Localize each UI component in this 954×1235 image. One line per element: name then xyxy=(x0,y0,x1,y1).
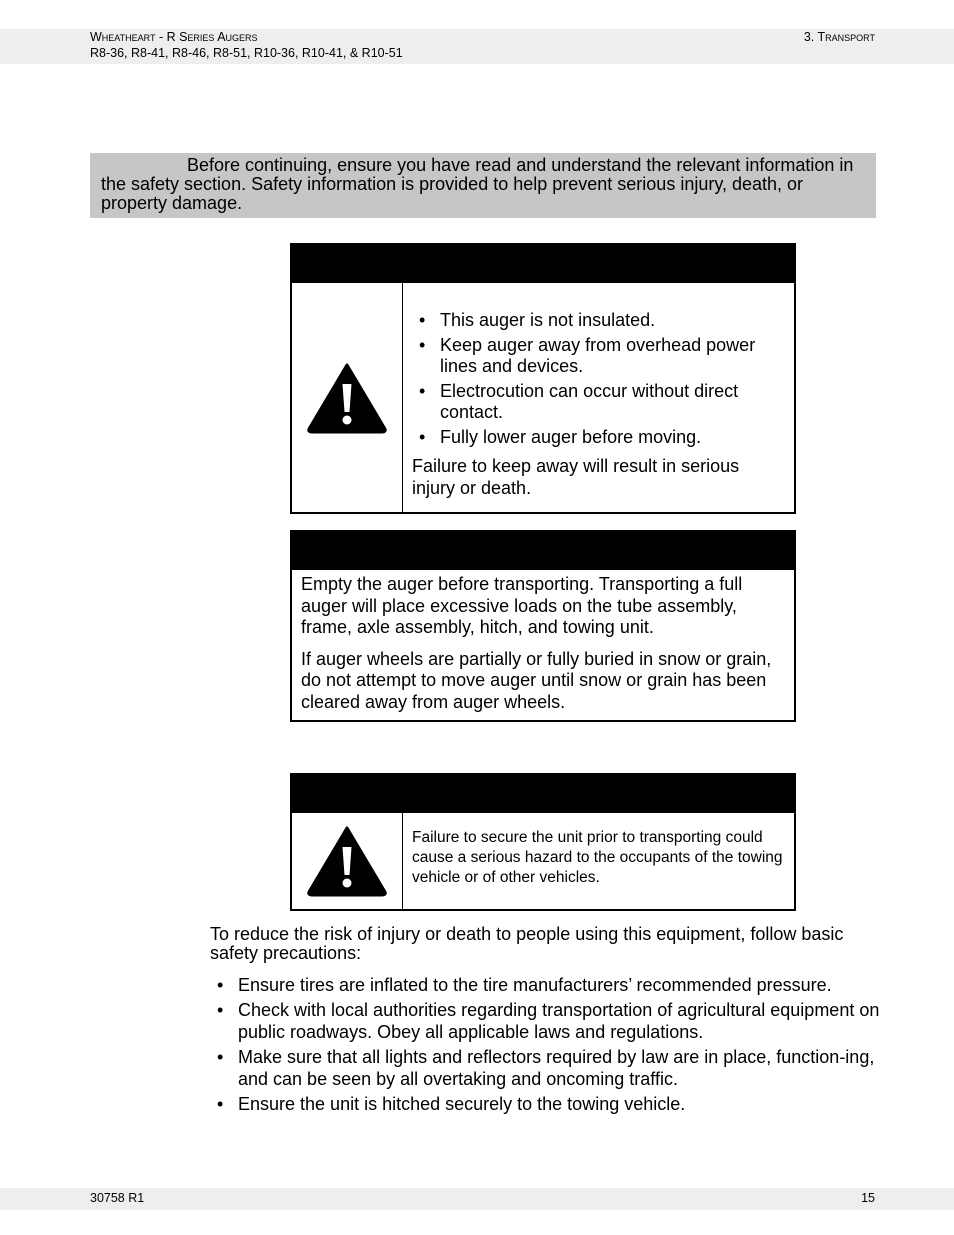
electrocution-danger-box xyxy=(290,243,796,514)
precautions-list xyxy=(210,974,880,1118)
precaution-item: • Check with local authorities regarding transportation of agricultural equipment on public roadways. Obey all applicable laws and regulations. xyxy=(210,999,880,1043)
page-header xyxy=(0,29,954,64)
danger-bullet: • Electrocution can occur without direct contact. xyxy=(412,381,786,424)
page-footer xyxy=(0,1188,954,1210)
danger-body xyxy=(292,283,794,512)
page-number: 15 xyxy=(861,1191,875,1205)
precaution-item: • Make sure that all lights and reflectors required by law are in place, function-ing, and can be seen by all overtaking and oncoming traffic. xyxy=(210,1046,880,1090)
precautions-intro: To reduce the risk of injury or death to people using this equipment, follow basic safety precautions: xyxy=(210,924,844,963)
precaution-item: • Ensure tires are inflated to the tire manufacturers’ recommended pressure. xyxy=(210,974,880,996)
notice-paragraph: Empty the auger before transporting. Transporting a full auger will place excessive loads on the tube assembly, frame, axle assembly, hitch, and towing unit. xyxy=(301,574,743,637)
danger-bullet-list xyxy=(412,310,786,448)
safety-notice xyxy=(90,153,876,218)
danger-bullet: • Fully lower auger before moving. xyxy=(412,427,786,449)
warning-triangle-icon xyxy=(306,825,388,897)
notice-header-bar xyxy=(292,532,794,570)
danger-bullet: • Keep auger away from overhead power lines and devices. xyxy=(412,335,786,378)
notice-text: Before continuing, ensure you have read and understand the relevant information in the safety section. Safety information is provided to help prevent serious injury, death, or property damage. xyxy=(101,155,854,213)
notice-paragraph: If auger wheels are partially or fully buried in snow or grain, do not attempt to move auger until snow or grain has been cleared away from auger wheels. xyxy=(301,648,772,712)
header-title: Wheatheart - R Series Augers xyxy=(90,30,258,44)
danger-bullet: • This auger is not insulated. xyxy=(412,310,786,332)
header-section: 3. Transport xyxy=(803,30,875,44)
precaution-item: • Ensure the unit is hitched securely to the towing vehicle. xyxy=(210,1093,880,1115)
warning-body xyxy=(292,813,794,909)
document-number: 30758 R1 xyxy=(90,1191,145,1205)
danger-header-bar xyxy=(292,245,794,283)
transport-warning-box xyxy=(290,773,796,911)
danger-consequence: Failure to keep away will result in serious injury or death. xyxy=(412,456,740,498)
warning-triangle-icon xyxy=(306,362,388,434)
warning-icon-cell xyxy=(292,813,403,909)
danger-icon-cell xyxy=(292,283,403,512)
warning-text: Failure to secure the unit prior to transporting could cause a serious hazard to the occupants of the towing vehicle or of other vehicles. xyxy=(412,829,783,886)
header-models: R8-36, R8-41, R8-46, R8-51, R10-36, R10-41, & R10-51 xyxy=(90,46,403,60)
notice-box xyxy=(290,530,796,722)
warning-header-bar xyxy=(292,775,794,813)
danger-text xyxy=(403,283,794,512)
header-title-block xyxy=(90,29,403,61)
notice-box-content xyxy=(292,570,794,713)
